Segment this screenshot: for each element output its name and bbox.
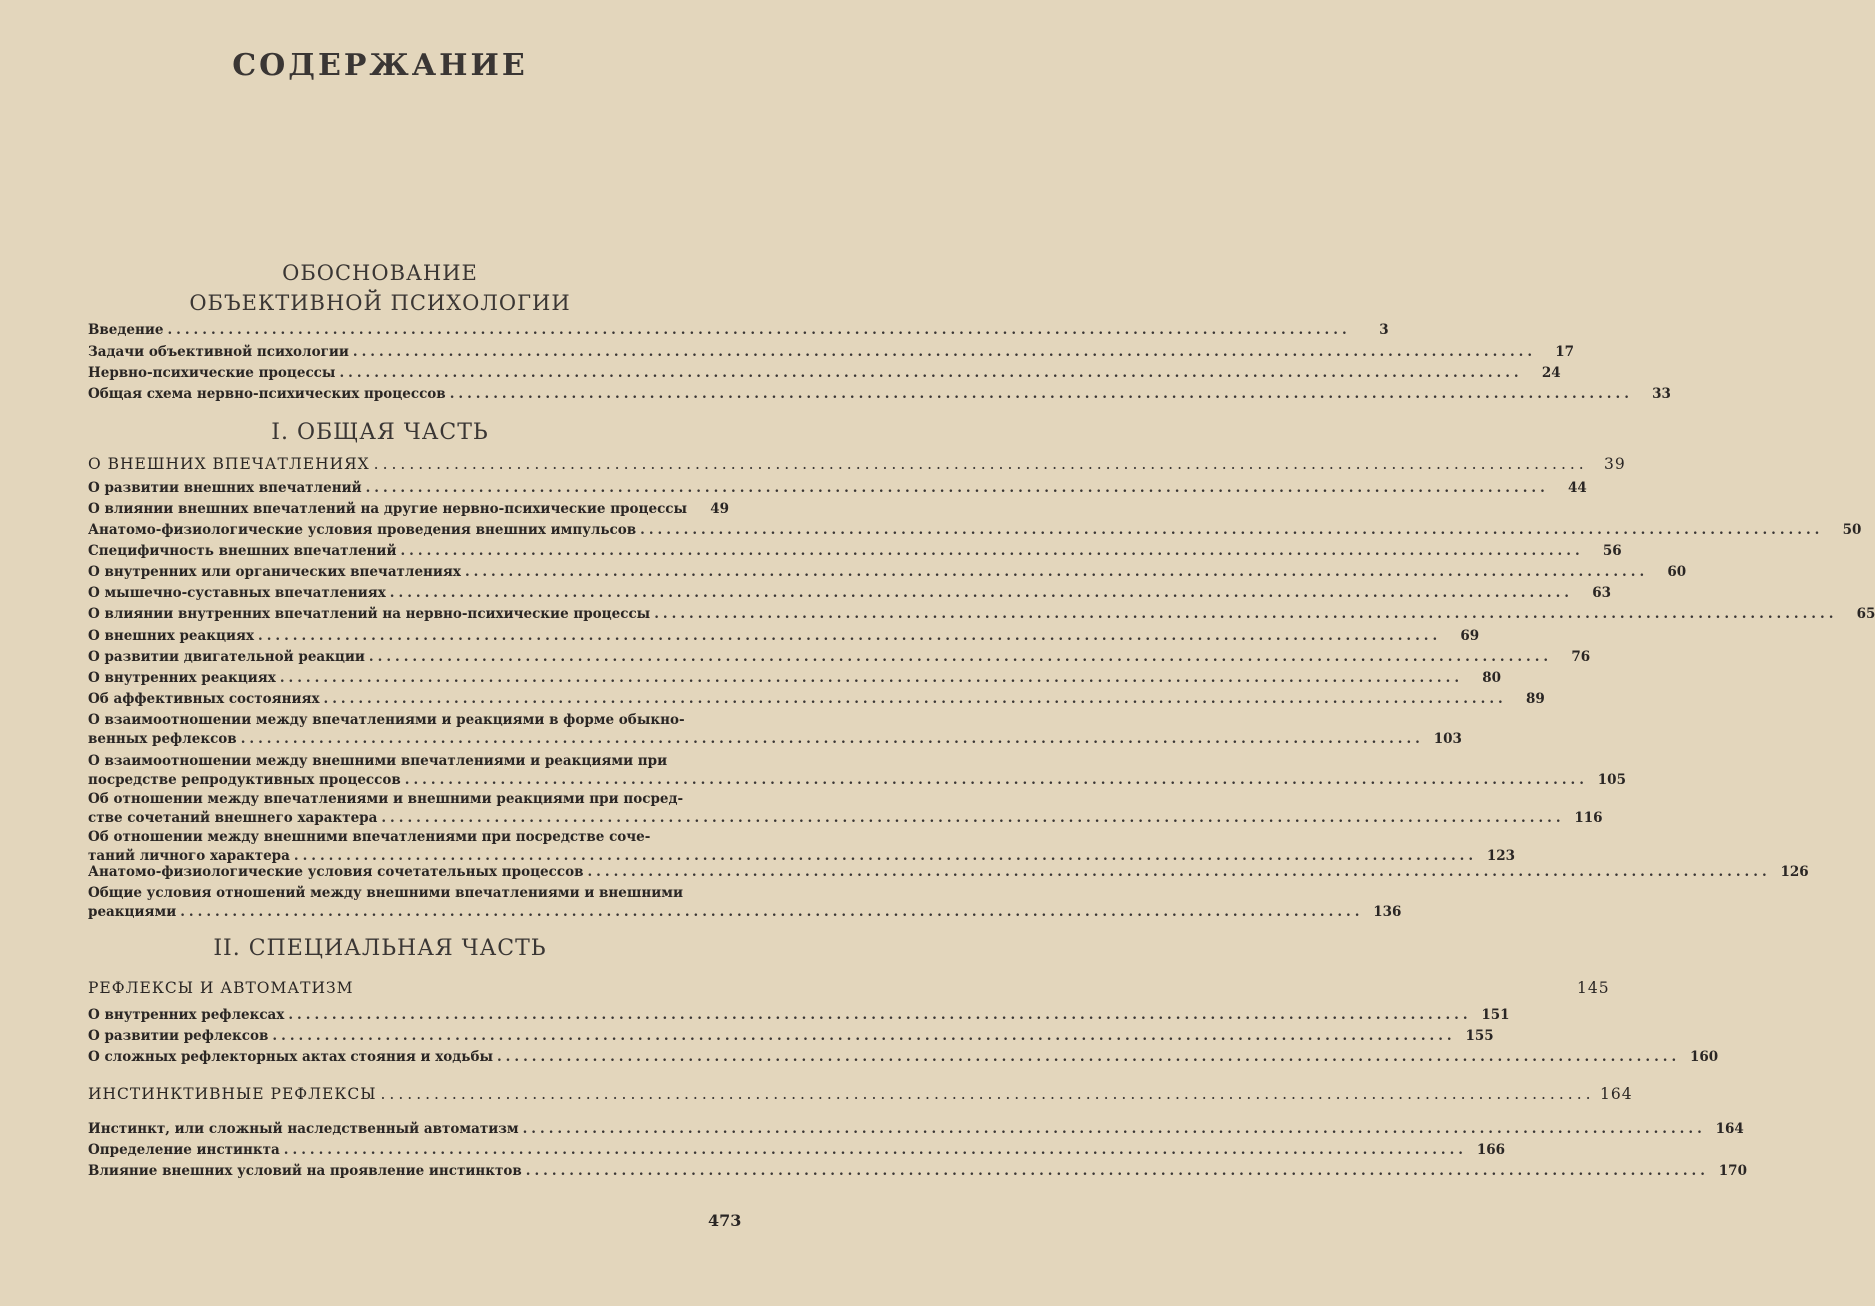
toc-entry-page: 164 [1715,1121,1744,1137]
toc-entry-title-line-2: реакциями [88,904,177,920]
toc-entry-title: Специфичность внешних впечатлений [88,543,397,559]
dot-leader: ........................................................................................................................................ [464,564,1649,580]
toc-entry-title: О влиянии внешних впечатлений на другие нервно-психические процессы [88,501,688,517]
toc-entry[interactable] [88,1048,1719,1067]
toc-entry-page: 103 [1433,731,1462,747]
toc-entry[interactable] [88,500,730,519]
dot-leader: ........................................................................................................................................ [288,1007,1472,1023]
dot-leader: ........................................................................................................................................ [381,810,1565,826]
toc-chapter-heading[interactable] [88,979,1610,998]
dot-leader: ........................................................................................................................................ [525,1163,1709,1179]
toc-entry[interactable] [88,385,1671,404]
toc-entry-title: Нервно-психические процессы [88,365,336,381]
toc-entry-title: О внутренних реакциях [88,670,276,686]
dot-leader: ........................................................................................................................................ [323,691,1507,707]
toc-chapter-heading[interactable] [88,455,1626,474]
section-title [0,258,760,318]
toc-entry-title-line-1: Об отношении между впечатлениями и внешними реакциями при посред- [88,791,684,807]
toc-entry[interactable] [88,584,1611,603]
dot-leader: ........................................................................................................................................ [373,455,1588,473]
toc-entry-title: О внешних реакциях [88,628,254,644]
toc-entry-page: 63 [1592,585,1611,601]
toc-entry-page: 145 [1577,979,1610,997]
toc-entry[interactable] [88,627,1480,646]
toc-entry[interactable] [88,1120,1744,1139]
toc-entry-page: 49 [710,501,730,517]
part-2-title: II. СПЕЦИАЛЬНАЯ ЧАСТЬ [213,936,547,961]
toc-entry-title: Задачи объективной психологии [88,344,349,360]
dot-leader: ........................................................................................................................................ [258,628,1442,644]
dot-leader: ........................................................................................................................................ [283,1142,1467,1158]
toc-entry-title: Анатомо-физиологические условия сочетательных процессов [88,864,584,880]
toc-chapter-heading[interactable] [88,1085,1633,1104]
toc-entry[interactable] [88,690,1545,709]
toc-entry-title-line-2: венных рефлексов [88,731,237,747]
toc-entry-title: Определение инстинкта [88,1142,280,1158]
dot-leader: ........................................................................................................................................ [587,864,1771,880]
toc-entry-title: Влияние внешних условий на проявление инстинктов [88,1163,522,1179]
dot-leader: ........................................................................................................................................ [293,848,1478,864]
toc-entry-title-line-1: Общие условия отношений между внешними впечатлениями и внешними [88,885,684,901]
toc-entry-title-line-1: О взаимоотношении между впечатлениями и реакциями в форме обыкно- [88,712,685,728]
dot-leader: ........................................................................................................................................ [272,1028,1456,1044]
toc-entry-title: Общая схема нервно-психических процессов [88,386,446,402]
toc-entry-title: Введение [88,322,164,338]
dot-leader: ........................................................................................................................................ [167,322,1351,338]
toc-entry-multiline[interactable] [88,790,1603,828]
page-title: СОДЕРЖАНИЕ [232,48,528,83]
toc-entry-page: 155 [1465,1028,1494,1044]
dot-leader: ........................................................................................................................................ [180,904,1364,920]
dot-leader [358,979,1572,998]
toc-entry-page: 69 [1460,628,1480,644]
toc-entry-page: 105 [1597,772,1626,788]
part-1-title: I. ОБЩАЯ ЧАСТЬ [271,420,489,445]
toc-entry[interactable] [88,343,1575,362]
page-number: 473 [708,1211,742,1230]
toc-entry-page: 166 [1476,1142,1505,1158]
toc-entry[interactable] [88,321,1389,340]
toc-entry-title: О влиянии внутренних впечатлений на нервно-психические процессы [88,606,651,622]
toc-entry-title: РЕФЛЕКСЫ И АВТОМАТИЗМ [88,979,354,997]
dot-leader: ........................................................................................................................................ [240,731,1424,747]
dot-leader: ........................................................................................................................................ [352,344,1537,360]
toc-entry-multiline[interactable] [88,711,1462,749]
toc-entry-page: 116 [1574,810,1603,826]
toc-entry[interactable] [88,1141,1505,1160]
toc-entry-page: 170 [1718,1163,1747,1179]
dot-leader: ........................................................................................................................................ [404,772,1588,788]
toc-entry-page: 56 [1602,543,1622,559]
toc-entry-page: 60 [1667,564,1687,580]
toc-entry-title: О сложных рефлекторных актах стояния и ходьбы [88,1049,493,1065]
toc-entry-multiline[interactable] [88,752,1626,790]
toc-entry[interactable] [88,1027,1494,1046]
dot-leader: ........................................................................................................................................ [380,1085,1595,1103]
toc-entry-title: О развитии рефлексов [88,1028,269,1044]
toc-entry[interactable] [88,542,1622,561]
toc-entry-multiline[interactable] [88,884,1402,922]
toc-entry[interactable] [88,521,1862,540]
toc-entry-title: О развитии внешних впечатлений [88,480,362,496]
toc-entry-title: О внутренних рефлексах [88,1007,285,1023]
toc-entry[interactable] [88,648,1591,667]
toc-entry-page: 65 [1856,606,1875,622]
toc-entry-title: Анатомо-физиологические условия проведения внешних импульсов [88,522,637,538]
toc-entry-page: 89 [1525,691,1545,707]
dot-leader: ........................................................................................................................................ [279,670,1464,686]
dot-leader: ........................................................................................................................................ [640,522,1824,538]
dot-leader: ........................................................................................................................................ [368,649,1553,665]
toc-entry-title-line-2: стве сочетаний внешнего характера [88,810,378,826]
dot-leader: ........................................................................................................................................ [389,585,1573,601]
toc-entry-title-line-1: О взаимоотношении между внешними впечатлениями и реакциями при [88,753,668,769]
toc-entry[interactable] [88,1006,1510,1025]
toc-entry-title: ИНСТИНКТИВНЫЕ РЕФЛЕКСЫ [88,1085,377,1103]
toc-entry[interactable] [88,605,1875,624]
toc-entry-page: 136 [1373,904,1402,920]
toc-entry-page: 39 [1604,455,1626,473]
toc-entry[interactable] [88,364,1561,383]
toc-entry-title: Об аффективных состояниях [88,691,320,707]
toc-entry-title-line-2: таний личного характера [88,848,290,864]
toc-entry[interactable] [88,669,1502,688]
toc-entry-page: 33 [1652,386,1671,402]
toc-entry-page: 126 [1780,864,1809,880]
toc-entry-page: 80 [1482,670,1502,686]
toc-entry-title: О внутренних или органических впечатлениях [88,564,461,580]
toc-entry-title: О ВНЕШНИХ ВПЕЧАТЛЕНИЯХ [88,455,370,473]
section-title-line-2: ОБЪЕКТИВНОЙ ПСИХОЛОГИИ [189,291,571,315]
toc-entry-page: 76 [1571,649,1591,665]
toc-entry[interactable] [88,563,1687,582]
toc-entry-title-line-1: Об отношении между внешними впечатлениями при посредстве соче- [88,829,651,845]
toc-entry-page: 44 [1568,480,1587,496]
toc-entry-page: 3 [1379,322,1389,338]
toc-entry-page: 17 [1555,344,1575,360]
toc-entry[interactable] [88,479,1587,498]
toc-entry-page: 123 [1486,848,1516,864]
dot-leader: ........................................................................................................................................ [400,543,1584,559]
dot-leader: ........................................................................................................................................ [339,365,1523,381]
toc-entry-title: О развитии двигательной реакции [88,649,365,665]
dot-leader: ........................................................................................................................................ [449,386,1633,402]
section-title-line-1: ОБОСНОВАНИЕ [282,261,478,285]
toc-entry-title-line-2: посредстве репродуктивных процессов [88,772,401,788]
toc-entry-page: 160 [1690,1049,1719,1065]
dot-leader: ........................................................................................................................................ [522,1121,1706,1137]
dot-leader: ........................................................................................................................................ [496,1049,1681,1065]
toc-entry-page: 50 [1842,522,1862,538]
dot-leader: ........................................................................................................................................ [654,606,1838,622]
toc-entry[interactable] [88,863,1809,882]
toc-entry-page: 164 [1599,1085,1633,1103]
dot-leader: ........................................................................................................................................ [365,480,1549,496]
toc-entry[interactable] [88,1162,1747,1181]
toc-entry-title: О мышечно-суставных впечатлениях [88,585,386,601]
toc-entry-page: 24 [1541,365,1561,381]
toc-entry-multiline[interactable] [88,828,1516,866]
toc-entry-page: 151 [1481,1007,1510,1023]
toc-entry-title: Инстинкт, или сложный наследственный автоматизм [88,1121,519,1137]
